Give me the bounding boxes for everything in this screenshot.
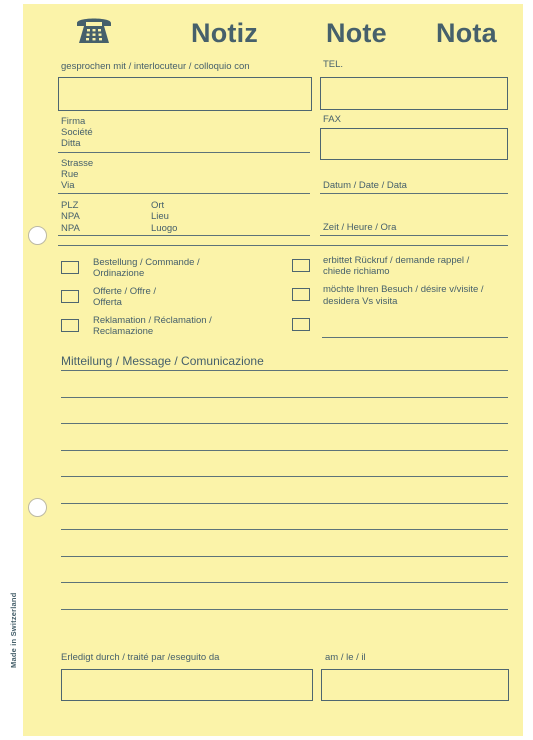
street-label-de: Strasse — [61, 158, 94, 169]
offer-label-1: Offerte / Offre / — [93, 286, 157, 297]
message-line[interactable] — [61, 397, 508, 398]
company-line[interactable] — [58, 152, 310, 153]
company-label-fr: Société — [61, 127, 93, 138]
city-label-it: Luogo — [151, 223, 178, 234]
callback-label-2: chiede richiamo — [323, 266, 390, 277]
message-line[interactable] — [61, 556, 508, 557]
checkbox-offer[interactable] — [61, 290, 79, 303]
other-line[interactable] — [322, 337, 508, 338]
message-title: Mitteilung / Message / Comunicazione — [61, 354, 264, 368]
made-in-label: Made in Switzerland — [9, 592, 18, 668]
checkbox-visit[interactable] — [292, 288, 310, 301]
company-label-it: Ditta — [61, 138, 81, 149]
company-label-de: Firma — [61, 116, 86, 127]
complaint-label-2: Reclamazione — [93, 326, 154, 337]
zip-label-it: NPA — [61, 223, 80, 234]
on-label: am / le / il — [325, 652, 366, 663]
time-line[interactable] — [320, 235, 508, 236]
order-label-1: Bestellung / Commande / — [93, 257, 200, 268]
street-label-fr: Rue — [61, 169, 79, 180]
title-it: Nota — [436, 18, 497, 48]
note-sheet — [9, 4, 523, 736]
spoken-with-label: gesprochen mit / interlocuteur / colloquio con — [61, 61, 250, 72]
telephone-icon — [75, 14, 113, 49]
checkbox-callback[interactable] — [292, 259, 310, 272]
section-divider — [58, 245, 508, 246]
message-line[interactable] — [61, 582, 508, 583]
street-label-it: Via — [61, 180, 75, 191]
on-date-field[interactable] — [321, 669, 509, 701]
message-line[interactable] — [61, 503, 508, 504]
time-label: Zeit / Heure / Ora — [323, 222, 397, 233]
message-line[interactable] — [61, 370, 508, 371]
callback-label-1: erbittet Rückruf / demande rappel / — [323, 255, 470, 266]
zip-city-line[interactable] — [58, 235, 310, 236]
message-line[interactable] — [61, 476, 508, 477]
order-label-2: Ordinazione — [93, 268, 145, 279]
tel-label: TEL. — [323, 59, 344, 70]
street-line[interactable] — [58, 193, 310, 194]
message-line[interactable] — [61, 529, 508, 530]
city-label-fr: Lieu — [151, 211, 169, 222]
complaint-label-1: Reklamation / Réclamation / — [93, 315, 212, 326]
checkbox-complaint[interactable] — [61, 319, 79, 332]
visit-label-2: desidera Vs visita — [323, 296, 398, 307]
fax-field[interactable] — [320, 128, 508, 160]
checkbox-order[interactable] — [61, 261, 79, 274]
visit-label-1: möchte Ihren Besuch / désire v/visite / — [323, 284, 484, 295]
offer-label-2: Offerta — [93, 297, 122, 308]
punch-hole-top — [28, 226, 47, 245]
zip-label-fr: NPA — [61, 211, 80, 222]
message-line[interactable] — [61, 609, 508, 610]
fax-label: FAX — [323, 114, 341, 125]
tel-field[interactable] — [320, 77, 508, 110]
date-label: Datum / Date / Data — [323, 180, 407, 191]
done-by-label: Erledigt durch / traité par /eseguito da — [61, 652, 220, 663]
punch-hole-bottom — [28, 498, 47, 517]
title-de: Notiz — [191, 18, 258, 48]
date-line[interactable] — [320, 193, 508, 194]
message-line[interactable] — [61, 450, 508, 451]
done-by-field[interactable] — [61, 669, 313, 701]
zip-label-de: PLZ — [61, 200, 79, 211]
title-fr: Note — [326, 18, 387, 48]
spoken-with-field[interactable] — [58, 77, 312, 111]
checkbox-other[interactable] — [292, 318, 310, 331]
city-label-de: Ort — [151, 200, 165, 211]
message-line[interactable] — [61, 423, 508, 424]
